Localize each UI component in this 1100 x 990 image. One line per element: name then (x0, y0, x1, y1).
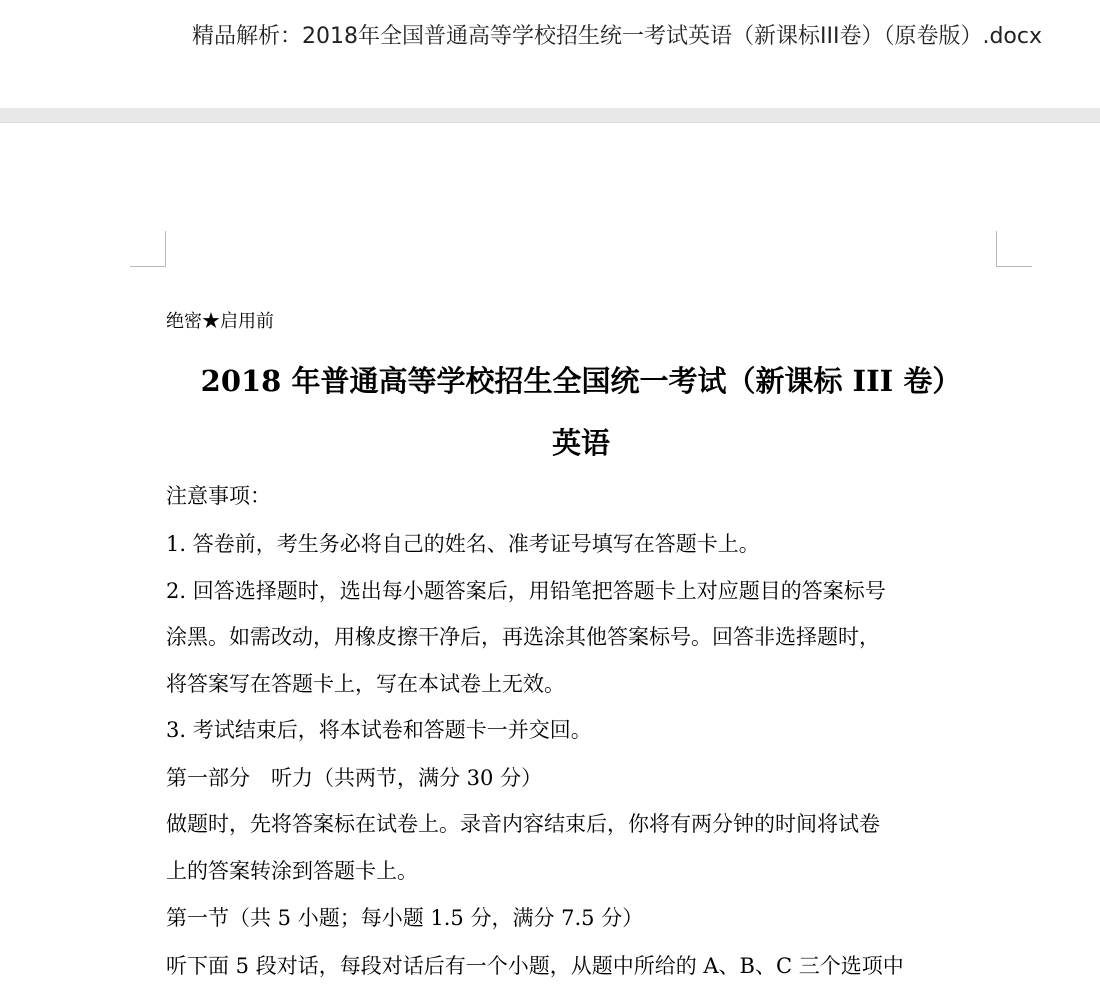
notice-item-2-cont: 将答案写在答题卡上，写在本试卷上无效。 (166, 672, 565, 696)
section-one-instructions: 听下面 5 段对话，每段对话后有一个小题，从题中所给的 A、B、C 三个选项中 (166, 954, 904, 978)
notice-item-2: 2. 回答选择题时，选出每小题答案后，用铅笔把答题卡上对应题目的答案标号 (166, 579, 886, 603)
margin-corner-mark-left (130, 231, 166, 267)
notice-item-1: 1. 答卷前，考生务必将自己的姓名、准考证号填写在答题卡上。 (166, 532, 760, 556)
document-page (0, 123, 1100, 990)
part-one-instructions-cont: 上的答案转涂到答题卡上。 (166, 859, 418, 883)
part-one-instructions: 做题时，先将答案标在试卷上。录音内容结束后，你将有两分钟的时间将试卷 (166, 812, 880, 836)
margin-corner-mark-right (996, 231, 1032, 267)
secret-label: 绝密★启用前 (166, 311, 274, 332)
notice-item-3: 3. 考试结束后，将本试卷和答题卡一并交回。 (166, 718, 592, 742)
document-title: 2018 年普通高等学校招生全国统一考试（新课标 III 卷） (200, 364, 962, 398)
notice-heading: 注意事项： (166, 484, 271, 508)
part-one-heading: 第一部分 听力（共两节，满分 30 分） (166, 766, 543, 790)
document-subtitle: 英语 (551, 426, 610, 460)
page-divider (0, 108, 1100, 123)
file-title: 精品解析：2018年全国普通高等学校招生统一考试英语（新课标III卷）（原卷版）.docx (192, 24, 1042, 49)
title-bar (0, 0, 1100, 108)
notice-item-2-cont: 涂黑。如需改动，用橡皮擦干净后，再选涂其他答案标号。回答非选择题时， (166, 625, 880, 649)
section-one-heading: 第一节（共 5 小题；每小题 1.5 分，满分 7.5 分） (166, 906, 644, 930)
